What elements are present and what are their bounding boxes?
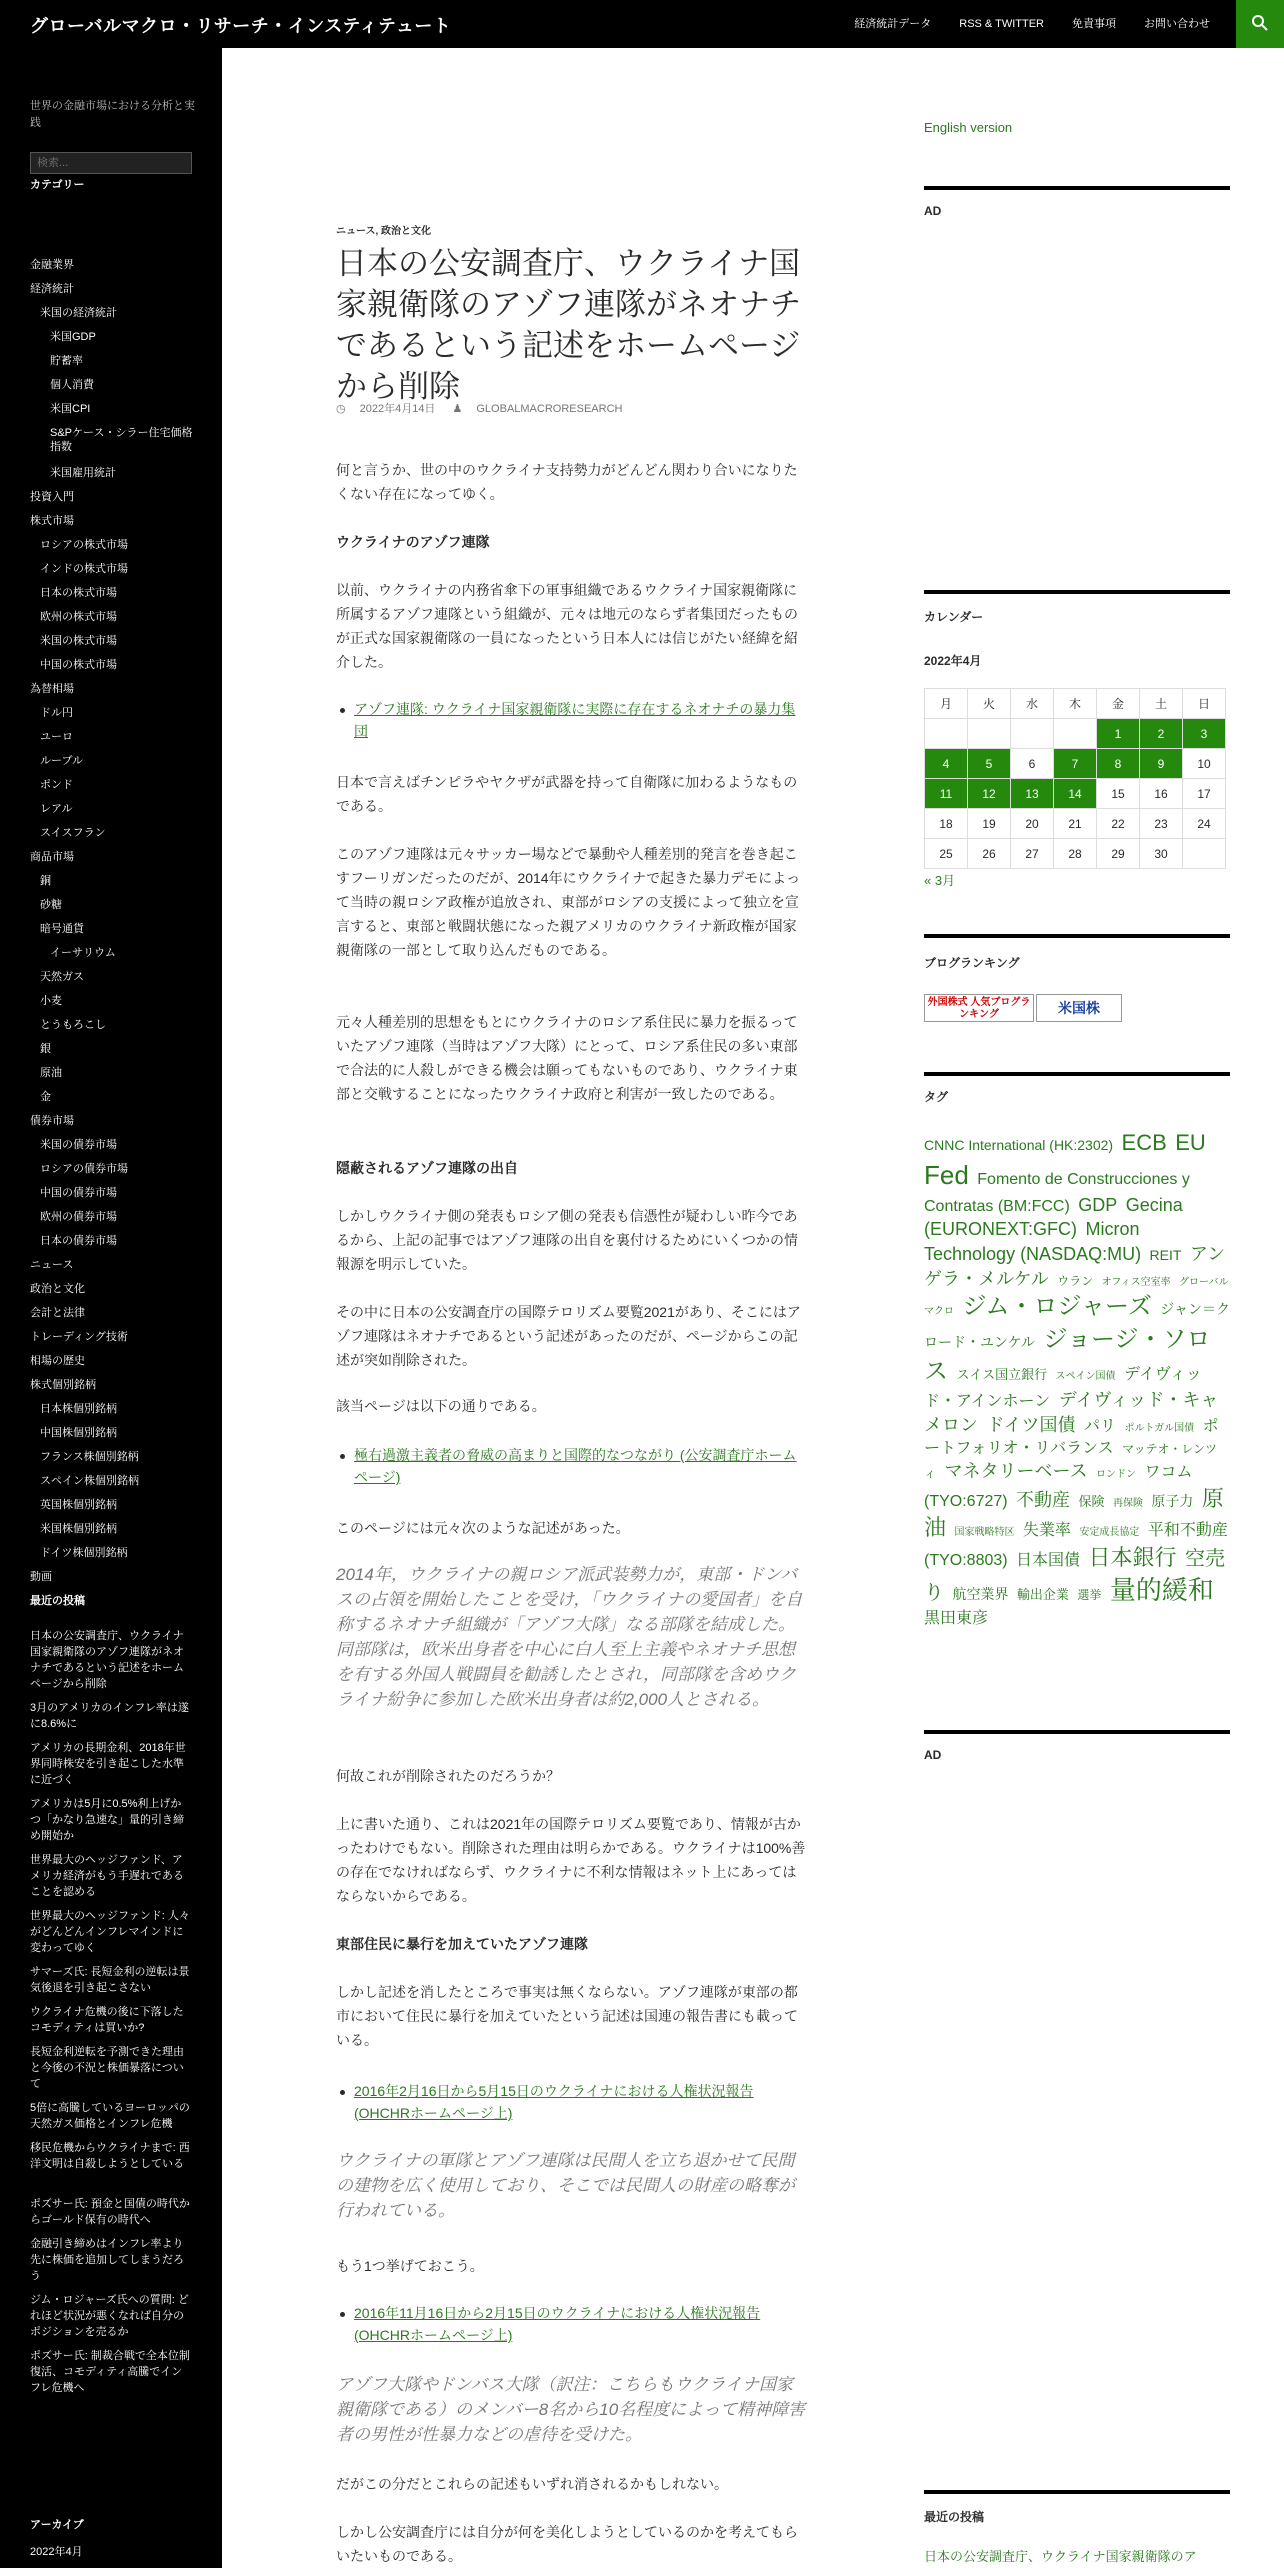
category-item[interactable]: 中国の債券市場 <box>40 1187 117 1199</box>
category-item[interactable]: とうもろこし <box>40 1019 106 1031</box>
category-item[interactable]: インドの株式市場 <box>40 563 128 575</box>
recent-post-item[interactable]: アメリカは5月に0.5%利上げかつ「かなり急速な」量的引き締め開始か <box>30 1798 184 1842</box>
paragraph: 該当ページは以下の通りである。 <box>336 1398 546 1414</box>
category-item[interactable]: イーサリウム <box>50 947 116 959</box>
tag-link[interactable]: デイヴィッド・アインホーン <box>924 1365 1202 1411</box>
recent-post-link[interactable]: 日本の公安調査庁、ウクライナ国家親衛隊のア <box>924 2549 1197 2564</box>
calendar-day[interactable]: 5 <box>968 749 1011 779</box>
category-item[interactable]: 小麦 <box>40 995 62 1007</box>
tag-link[interactable]: グローバルマクロ <box>924 1276 1229 1318</box>
category-item[interactable]: 経済統計 <box>30 283 74 295</box>
calendar-heading: カレンダー <box>924 610 984 624</box>
tag-link[interactable]: 安定成長協定 <box>1079 1527 1140 1539</box>
paragraph: 何と言うか、世の中のウクライナ支持勢力がどんどん関わり合いになりたくない存在になってゆく。 <box>336 462 798 502</box>
calendar-day: 29 <box>1097 839 1140 869</box>
category-item[interactable]: 日本の株式市場 <box>40 587 117 599</box>
blockquote: アゾフ大隊やドンバス大隊（訳注：こちらもウクライナ国家親衛隊である）のメンバー8名から10名程度によって精神障害者の男性が性暴力などの虐待を受けた。 <box>336 2375 806 2444</box>
calendar-day[interactable]: 2 <box>1140 719 1183 749</box>
tag-link[interactable]: Gecina (EURONEXT:GFC) <box>924 1194 1183 1240</box>
tag-link[interactable]: 空売り <box>924 1548 1225 1605</box>
tag-link[interactable]: 日本国債 <box>1016 1552 1081 1570</box>
recent-post-item[interactable]: ポズサー氏: 制裁合戦で全本位制復活、コモディティ高騰でインフレ危機へ <box>30 2350 190 2394</box>
tag-link[interactable]: REIT <box>1149 1246 1182 1263</box>
calendar-table <box>924 688 1226 869</box>
post-date[interactable]: 2022年4月14日 <box>359 403 436 415</box>
widget-divider <box>924 186 1230 190</box>
recent-post-item[interactable]: 5倍に高騰しているヨーロッパの天然ガス価格とインフレ危機 <box>30 2102 190 2130</box>
calendar-weekday: 月 <box>925 689 968 719</box>
category-item[interactable]: S&Pケース・シラー住宅価格指数 <box>50 427 193 453</box>
calendar-day[interactable]: 1 <box>1097 719 1140 749</box>
calendar-day: 21 <box>1054 809 1097 839</box>
bullet <box>340 2090 345 2095</box>
recent-post-item[interactable]: ポズサー氏: 預金と国債の時代からゴールド保有の時代へ <box>30 2198 190 2226</box>
recent-post-item[interactable]: サマーズ氏: 長短金利の逆転は景気後退を引き起こさない <box>30 1966 190 1994</box>
tag-link[interactable]: Micron Technology (NASDAQ:MU) <box>924 1219 1142 1264</box>
blockquote: 2014年，ウクライナの親ロシア派武装勢力が，東部・ドンバスの占領を開始したことを受け，「ウクライナの愛国者」を自称するネオナチ組織が「アゾフ大隊」なる部隊を結成した。同部隊は，欧米出身者を中心に白人至上主義やネオナチ思想を有する外国人戦闘員を勧誘したとされ，同部隊を含めウクライナ紛争に参加した欧米出身者は約2,000人とされる。 <box>336 1565 803 1709</box>
paragraph: このページには元々次のような記述があった。 <box>336 1520 630 1536</box>
category-item[interactable]: 原油 <box>40 1067 62 1079</box>
tag-link[interactable]: ジャン＝クロード・ユンケル <box>924 1301 1231 1350</box>
ranking-badge-foreign-stock[interactable]: 外国株式 人気ブログランキング <box>924 994 1034 1022</box>
widget-divider <box>924 1072 1230 1076</box>
user-icon: ♟ <box>452 403 463 415</box>
tag-link[interactable]: 航空業界 <box>952 1586 1009 1603</box>
calendar-day[interactable]: 11 <box>925 779 968 809</box>
category-item[interactable]: 相場の歴史 <box>30 1355 85 1367</box>
calendar-weekday: 金 <box>1097 689 1140 719</box>
category-item[interactable]: 天然ガス <box>40 971 84 983</box>
tag-link[interactable]: 不動産 <box>1016 1489 1071 1510</box>
category-item[interactable]: 政治と文化 <box>30 1283 85 1295</box>
calendar-day: 18 <box>925 809 968 839</box>
tag-link[interactable]: 輸出企業 <box>1016 1587 1069 1603</box>
tag-link[interactable]: 失業率 <box>1022 1522 1071 1540</box>
category-item[interactable]: 米国の経済統計 <box>40 307 117 319</box>
tags-heading: タグ <box>924 1090 949 1104</box>
tag-link[interactable]: Fomento de Construcciones y Contratas (BM:FCC) <box>924 1170 1190 1215</box>
paragraph: 以前、ウクライナの内務省傘下の軍事組織であるウクライナ国家親衛隊に所属するアゾフ連隊という組織が、元々は地元のならず者集団だったものが正式な国家親衛隊の一員になったという日本人には信じがたい経緯を紹介した。 <box>336 582 798 670</box>
category-item[interactable]: 英国株個別銘柄 <box>40 1499 117 1511</box>
tag-link[interactable]: ECB <box>1121 1130 1167 1155</box>
tag-link[interactable]: GDP <box>1078 1194 1118 1215</box>
tag-link[interactable]: ジム・ロジャーズ <box>962 1293 1152 1321</box>
category-item[interactable]: 株式市場 <box>30 515 74 527</box>
tag-link[interactable]: マネタリーベース <box>944 1461 1088 1482</box>
calendar-day: 22 <box>1097 809 1140 839</box>
category-item[interactable]: 商品市場 <box>30 851 74 863</box>
category-item[interactable]: スペイン株個別銘柄 <box>40 1475 139 1487</box>
category-item[interactable]: 貯蓄率 <box>50 355 83 367</box>
tag-link[interactable]: ポルトガル国債 <box>1124 1422 1195 1434</box>
category-item[interactable]: 日本株個別銘柄 <box>40 1403 117 1415</box>
article-link[interactable]: 極右過激主義者の脅威の高まりと国際的なつながり (公安調査庁ホームページ) <box>354 1447 797 1485</box>
ad-heading: AD <box>924 1748 942 1762</box>
category-item[interactable]: 米国の株式市場 <box>40 635 117 647</box>
english-version-link[interactable]: English version <box>924 120 1013 135</box>
bullet <box>340 708 345 713</box>
tag-link[interactable]: 日本銀行 <box>1088 1545 1177 1571</box>
category-item[interactable]: 金 <box>40 1091 51 1103</box>
tag-link[interactable]: オフィス空室率 <box>1101 1276 1171 1288</box>
tag-link[interactable]: Fed <box>924 1159 969 1190</box>
calendar-empty-cell <box>1183 839 1226 869</box>
nav-item-rss-twitter[interactable]: RSS & TWITTER <box>959 18 1044 30</box>
recent-post-item[interactable]: 日本の公安調査庁、ウクライナ国家親衛隊のアゾフ連隊がネオナチであるという記述をホームページから削除 <box>30 1630 184 1690</box>
category-item[interactable]: 暗号通貨 <box>40 923 84 935</box>
nav-item-disclaimer[interactable]: 免責事項 <box>1072 18 1116 30</box>
recent-post-item[interactable]: 世界最大のヘッジファンド: 人々がどんどんインフレマインドに変わってゆく <box>30 1910 190 1954</box>
category-item[interactable]: 債券市場 <box>30 1115 74 1127</box>
calendar-day: 25 <box>925 839 968 869</box>
calendar-weekday: 木 <box>1054 689 1097 719</box>
calendar-day[interactable]: 7 <box>1054 749 1097 779</box>
calendar-day: 23 <box>1140 809 1183 839</box>
article-link[interactable]: アゾフ連隊: ウクライナ国家親衛隊に実際に存在するネオナチの暴力集団 <box>354 701 796 739</box>
paragraph: その中に日本の公安調査庁の国際テロリズム要覧2021があり、そこにはアゾフ連隊はネオナチであるという記述があったのだが、ページからこの記述が突如削除された。 <box>336 1304 801 1368</box>
category-item[interactable]: 日本の債券市場 <box>40 1235 117 1247</box>
recent-post-item[interactable]: ウクライナ危機の後に下落したコモディティは買いか? <box>30 2006 184 2034</box>
category-item[interactable]: ロシアの債券市場 <box>40 1163 128 1175</box>
calendar-empty-cell <box>968 719 1011 749</box>
section-heading: 隠蔽されるアゾフ連隊の出自 <box>336 1160 518 1176</box>
calendar-day: 15 <box>1097 779 1140 809</box>
calendar-day: 6 <box>1011 749 1054 779</box>
section-heading: ウクライナのアゾフ連隊 <box>336 534 490 550</box>
calendar-empty-cell <box>1011 719 1054 749</box>
category-item[interactable]: スイスフラン <box>40 827 106 839</box>
category-item[interactable]: 中国の株式市場 <box>40 659 117 671</box>
paragraph: 上に書いた通り、これは2021年の国際テロリズム要覧であり、情報が古かったわけでもない。削除された理由は明らかである。ウクライナは100%善の存在でなければならず、ウクライナに不利な情報はネット上にあってはならないからである。 <box>336 1816 806 1904</box>
paragraph: 元々人種差別的思想をもとにウクライナのロシア系住民に暴力を振るっていたアゾフ連隊（当時はアゾフ大隊）にとって、ロシア系住民の多い東部で合法的に人殺しができる機会は願ってもないものであり、ウクライナ東部と交戦することになったウクライナ政府と利害が一致したのである。 <box>336 1014 798 1102</box>
bullet <box>340 2312 345 2317</box>
calendar-day: 24 <box>1183 809 1226 839</box>
paragraph: このアゾフ連隊は元々サッカー場などで暴動や人種差別的発言を巻き起こすフーリガンだったのだが、2014年にウクライナで起きた暴力デモによって当時の親ロシア政権が追放され、東部がロシアの支援によって独立を宣言すると、東部と戦闘状態になった親アメリカのウクライナ新政権が国家親衛隊の一部として取り込んだものである。 <box>336 846 801 958</box>
category-item[interactable]: ニュース <box>30 1259 74 1271</box>
tag-link[interactable]: ジョージ・ソロス <box>924 1325 1211 1385</box>
recent-posts-heading: 最近の投稿 <box>30 1595 85 1607</box>
sidebar-search-input[interactable] <box>30 152 192 174</box>
bullet <box>340 1454 345 1459</box>
calendar-month: 2022年4月 <box>924 654 982 668</box>
calendar-day: 10 <box>1183 749 1226 779</box>
tag-link[interactable]: スイス国立銀行 <box>956 1366 1048 1382</box>
paragraph: 何故これが削除されたのだろうか？ <box>336 1768 560 1784</box>
category-item[interactable]: トレーディング技術 <box>30 1331 128 1343</box>
paragraph: もう1つ挙げておこう。 <box>336 2258 484 2274</box>
site-tagline: 世界の金融市場における分析と実践 <box>30 100 195 129</box>
category-item[interactable]: レアル <box>40 803 73 815</box>
tag-link[interactable]: デイヴィッド・キャメロン <box>924 1390 1219 1435</box>
tag-link[interactable]: CNNC International (HK:2302) <box>924 1137 1114 1153</box>
category-item[interactable]: 動画 <box>30 1571 52 1583</box>
tag-link[interactable]: ワコム (TYO:6727) <box>924 1464 1193 1510</box>
category-item[interactable]: 中国株個別銘柄 <box>40 1427 117 1439</box>
category-item[interactable]: 個人消費 <box>50 379 94 391</box>
category-item[interactable]: 米国の債券市場 <box>40 1139 117 1151</box>
search-toggle-button[interactable] <box>1236 0 1284 48</box>
calendar-day[interactable]: 14 <box>1054 779 1097 809</box>
section-heading: 東部住民に暴行を加えていたアゾフ連隊 <box>336 1936 588 1952</box>
paragraph: 日本で言えばチンピラやヤクザが武器を持って自衛隊に加わるようなものである。 <box>336 774 798 814</box>
calendar-empty-cell <box>925 719 968 749</box>
categories-heading: カテゴリー <box>30 179 85 191</box>
nav-item-contact[interactable]: お問い合わせ <box>1144 18 1210 30</box>
category-item[interactable]: 砂糖 <box>40 899 62 911</box>
tag-link[interactable]: 量的緩和 <box>1109 1575 1214 1606</box>
calendar-day[interactable]: 9 <box>1140 749 1183 779</box>
paragraph: だがこの分だとこれらの記述もいずれ消されるかもしれない。 <box>336 2476 728 2492</box>
paragraph: しかし公安調査庁には自分が何を美化しようとしているのかを考えてもらいたいものである。 <box>336 2524 798 2564</box>
recent-posts-heading-right: 最近の投稿 <box>924 2510 985 2524</box>
calendar-day: 27 <box>1011 839 1054 869</box>
category-item[interactable]: ユーロ <box>40 731 73 743</box>
tag-link[interactable]: 平和不動産 (TYO:8803) <box>924 1522 1228 1570</box>
calendar-prev-month[interactable]: « 3月 <box>924 873 956 888</box>
ranking-heading: ブログランキング <box>924 956 1020 970</box>
calendar-day: 19 <box>968 809 1011 839</box>
category-item[interactable]: 為替相場 <box>30 683 74 695</box>
tag-link[interactable]: 原油 <box>924 1485 1224 1541</box>
archive-heading: アーカイブ <box>30 2519 84 2531</box>
calendar-day: 16 <box>1140 779 1183 809</box>
category-item[interactable]: 金融業界 <box>30 259 74 271</box>
category-item[interactable]: 米国CPI <box>50 403 91 415</box>
tag-link[interactable]: マッテオ・レンツィ <box>924 1441 1218 1481</box>
tag-link[interactable]: ポートフォリオ・リバランス <box>924 1417 1219 1457</box>
category-item[interactable]: フランス株個別銘柄 <box>40 1451 139 1463</box>
category-item[interactable]: 米国GDP <box>50 331 96 343</box>
calendar-day[interactable]: 3 <box>1183 719 1226 749</box>
post-categories[interactable]: ニュース, 政治と文化 <box>336 226 432 237</box>
calendar-day: 17 <box>1183 779 1226 809</box>
calendar-weekday: 水 <box>1011 689 1054 719</box>
paragraph: しかしウクライナ側の発表もロシア側の発表も信憑性が疑わしい昨今であるから、上記の記事ではアゾフ連隊の出自を裏付けるためにいくつかの情報源を明示していた。 <box>336 1208 798 1272</box>
tag-link[interactable]: 保険 <box>1078 1493 1105 1509</box>
tag-link[interactable]: 再保険 <box>1112 1497 1143 1509</box>
tag-link[interactable]: ウラン <box>1057 1273 1094 1288</box>
recent-post-item[interactable]: 長短金利逆転を予測できた理由と今後の不況と株価暴落について <box>30 2046 184 2090</box>
post-title: 日本の公安調査庁、ウクライナ国家親衛隊のアゾフ連隊がネオナチであるという記述をホームページから削除 <box>336 246 801 405</box>
blockquote: ウクライナの軍隊とアゾフ連隊は民間人を立ち退かせて民間の建物を広く使用しており、そこでは民間人の財産の略奪が行われている。 <box>336 2151 795 2220</box>
tag-cloud <box>924 1128 1230 1630</box>
tag-link[interactable]: EU <box>1175 1130 1206 1155</box>
category-item[interactable]: ポンド <box>40 779 73 791</box>
ranking-badge-us-stock[interactable]: 米国株 <box>1036 994 1122 1022</box>
category-item[interactable]: ルーブル <box>40 755 84 767</box>
category-item[interactable]: 欧州の債券市場 <box>40 1211 117 1223</box>
paragraph: しかし記述を消したところで事実は無くならない。アゾフ連隊が東部の都市において住民に暴行を加えていたという記述は国連の報告書にも載っている。 <box>336 1984 798 2048</box>
category-item[interactable]: 米国株個別銘柄 <box>40 1523 117 1535</box>
recent-post-item[interactable]: ジム・ロジャーズ氏への質問: どれほど状況が悪くなれば自分のポジションを売るか <box>30 2294 189 2338</box>
archive-item[interactable]: 2022年4月 <box>30 2546 83 2558</box>
top-bar <box>0 0 1284 48</box>
category-item[interactable]: 会計と法律 <box>30 1307 85 1319</box>
category-item[interactable]: 銀 <box>40 1043 51 1055</box>
widget-divider <box>924 2490 1230 2494</box>
tag-link[interactable]: 黒田東彦 <box>924 1610 989 1628</box>
widget-divider <box>924 934 1230 938</box>
category-item[interactable]: 投資入門 <box>30 491 74 503</box>
tag-link[interactable]: アンゲラ・メルケル <box>924 1243 1226 1289</box>
category-item[interactable]: 株式個別銘柄 <box>30 1379 96 1391</box>
left-sidebar <box>0 48 222 2568</box>
site-title[interactable]: グローバルマクロ・リサーチ・インスティテュート <box>30 16 452 36</box>
ad-heading: AD <box>924 204 942 218</box>
top-navigation <box>826 0 1210 48</box>
nav-item-economic-data[interactable]: 経済統計データ <box>854 18 932 30</box>
tag-link[interactable]: パリ <box>1084 1417 1117 1435</box>
recent-post-item[interactable]: 金融引き締めはインフレ率より先に株価を追加してしまうだろう <box>30 2238 184 2282</box>
article-link[interactable]: 2016年11月16日から2月15日のウクライナにおける人権状況報告 (OHCHRホームページ上) <box>354 2305 761 2343</box>
clock-icon: ◷ <box>336 403 346 415</box>
calendar-day[interactable]: 13 <box>1011 779 1054 809</box>
recent-post-item[interactable]: 世界最大のヘッジファンド、アメリカ経済がもう手遅れであることを認める <box>30 1854 184 1898</box>
calendar-day[interactable]: 8 <box>1097 749 1140 779</box>
calendar-empty-cell <box>1054 719 1097 749</box>
post-meta <box>336 400 636 416</box>
calendar-weekday: 土 <box>1140 689 1183 719</box>
calendar-day: 28 <box>1054 839 1097 869</box>
calendar-weekday: 日 <box>1183 689 1226 719</box>
tag-link[interactable]: 原子力 <box>1151 1492 1194 1509</box>
widget-divider <box>924 590 1230 594</box>
widget-divider <box>924 1730 1230 1734</box>
recent-post-item[interactable]: 移民危機からウクライナまで: 西洋文明は自殺しようとしている <box>30 2142 190 2170</box>
recent-post-item[interactable]: アメリカの長期金利、2018年世界同時株安を引き起こした水準に近づく <box>30 1742 186 1786</box>
article-link[interactable]: 2016年2月16日から5月15日のウクライナにおける人権状況報告 (OHCHRホームページ上) <box>354 2083 754 2121</box>
category-item[interactable]: 米国雇用統計 <box>50 467 116 479</box>
category-item[interactable]: ドイツ株個別銘柄 <box>40 1547 128 1559</box>
tag-link[interactable]: 選挙 <box>1077 1588 1102 1603</box>
category-item[interactable]: 欧州の株式市場 <box>40 611 117 623</box>
calendar-day: 26 <box>968 839 1011 869</box>
tag-link[interactable]: ドイツ国債 <box>986 1414 1076 1435</box>
search-icon <box>1251 14 1269 32</box>
tag-link[interactable]: ロンドン <box>1096 1469 1137 1481</box>
tag-link[interactable]: 国家戦略特区 <box>954 1527 1015 1539</box>
calendar-day: 30 <box>1140 839 1183 869</box>
calendar-day: 20 <box>1011 809 1054 839</box>
category-item[interactable]: ドル円 <box>40 707 73 719</box>
tag-link[interactable]: スペイン国債 <box>1055 1370 1116 1382</box>
calendar-day[interactable]: 4 <box>925 749 968 779</box>
calendar-day[interactable]: 12 <box>968 779 1011 809</box>
calendar-weekday: 火 <box>968 689 1011 719</box>
post-author[interactable]: GLOBALMACRORESEARCH <box>476 403 623 415</box>
category-item[interactable]: 銅 <box>40 875 51 887</box>
recent-post-item[interactable]: 3月のアメリカのインフレ率は遂に8.6%に <box>30 1702 189 1730</box>
category-item[interactable]: ロシアの株式市場 <box>40 539 128 551</box>
